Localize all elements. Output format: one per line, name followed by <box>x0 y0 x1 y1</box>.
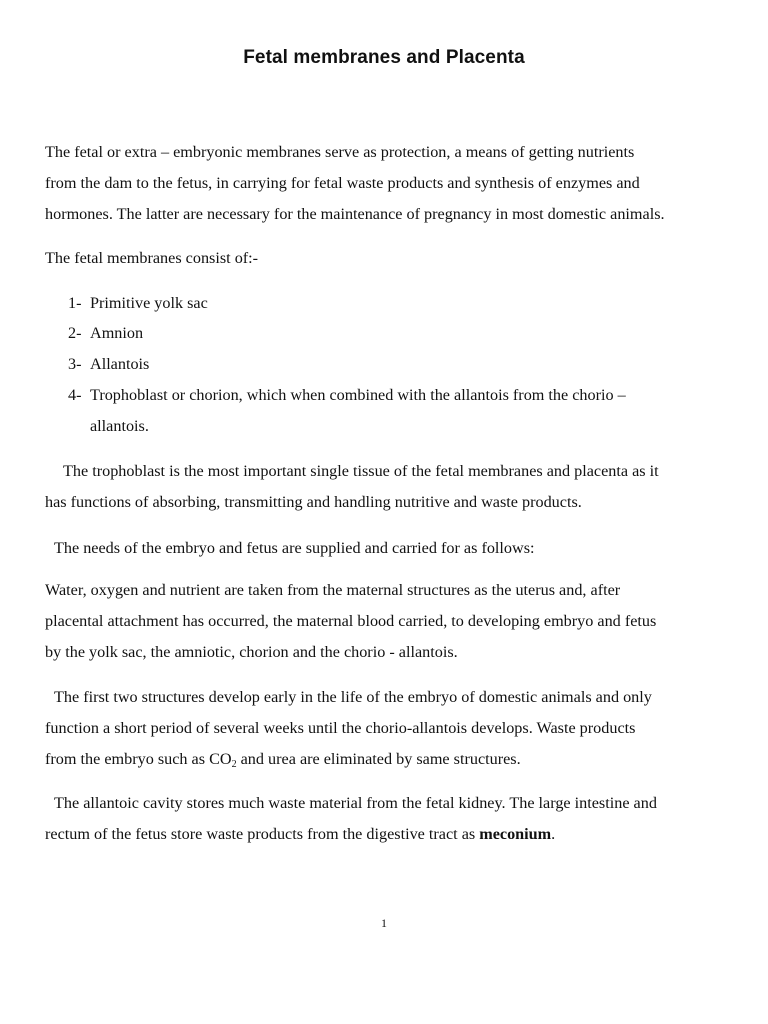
co2-subscript: 2 <box>231 759 237 770</box>
water-line: placental attachment has occurred, the maternal blood carried, to developing embryo and fetus <box>45 612 657 630</box>
list-text: Amnion <box>90 324 144 342</box>
intro-line: from the dam to the fetus, in carrying for fetal waste products and synthesis of enzymes and <box>45 174 640 192</box>
list-text: Allantois <box>90 355 150 373</box>
trophoblast-line: has functions of absorbing, transmitting and handling nutritive and waste products. <box>45 493 582 511</box>
list-number: 2- <box>68 324 82 342</box>
list-number: 3- <box>68 355 82 373</box>
list-number: 1- <box>68 294 82 312</box>
allantoic-before: rectum of the fetus store waste products from the digestive tract as <box>45 825 480 843</box>
water-line: Water, oxygen and nutrient are taken from the maternal structures as the uterus and, after <box>45 581 621 599</box>
list-item-trophoblast <box>68 380 626 411</box>
list-item-yolk-sac <box>68 288 208 319</box>
list-text: Primitive yolk sac <box>90 294 208 312</box>
list-item-continuation: allantois. <box>90 417 149 435</box>
list-number: 4- <box>68 386 82 404</box>
allantoic-line: The allantoic cavity stores much waste material from the fetal kidney. The large intestine and <box>54 794 657 812</box>
first-two-line: The first two structures develop early in the life of the embryo of domestic animals and only <box>54 688 652 706</box>
water-paragraph <box>45 575 725 668</box>
co2-after: and urea are eliminated by same structures. <box>236 750 521 768</box>
allantoic-after: . <box>551 825 556 843</box>
allantoic-line <box>45 819 725 850</box>
meconium-term: meconium <box>479 825 552 843</box>
trophoblast-paragraph <box>45 456 725 518</box>
allantoic-paragraph <box>45 788 725 850</box>
trophoblast-line: The trophoblast is the most important single tissue of the fetal membranes and placenta as it <box>63 462 659 480</box>
page-number: 1 <box>381 916 387 930</box>
needs-line: The needs of the embryo and fetus are supplied and carried for as follows: <box>54 539 535 557</box>
co2-before: from the embryo such as CO <box>45 750 232 768</box>
water-line: by the yolk sac, the amniotic, chorion and the chorio - allantois. <box>45 643 458 661</box>
intro-line: The fetal or extra – embryonic membranes serve as protection, a means of getting nutrients <box>45 143 635 161</box>
co2-line <box>45 744 725 780</box>
list-text: Trophoblast or chorion, which when combined with the allantois from the chorio – <box>90 386 626 404</box>
first-two-paragraph <box>45 682 725 780</box>
list-item-allantois <box>68 349 149 380</box>
document-title: Fetal membranes and Placenta <box>243 47 525 68</box>
intro-line: hormones. The latter are necessary for the maintenance of pregnancy in most domestic animals. <box>45 205 665 223</box>
list-item-amnion <box>68 318 143 349</box>
intro-paragraph <box>45 137 725 230</box>
consist-heading: The fetal membranes consist of:- <box>45 249 259 267</box>
first-two-line: function a short period of several weeks until the chorio-allantois develops. Waste products <box>45 719 636 737</box>
